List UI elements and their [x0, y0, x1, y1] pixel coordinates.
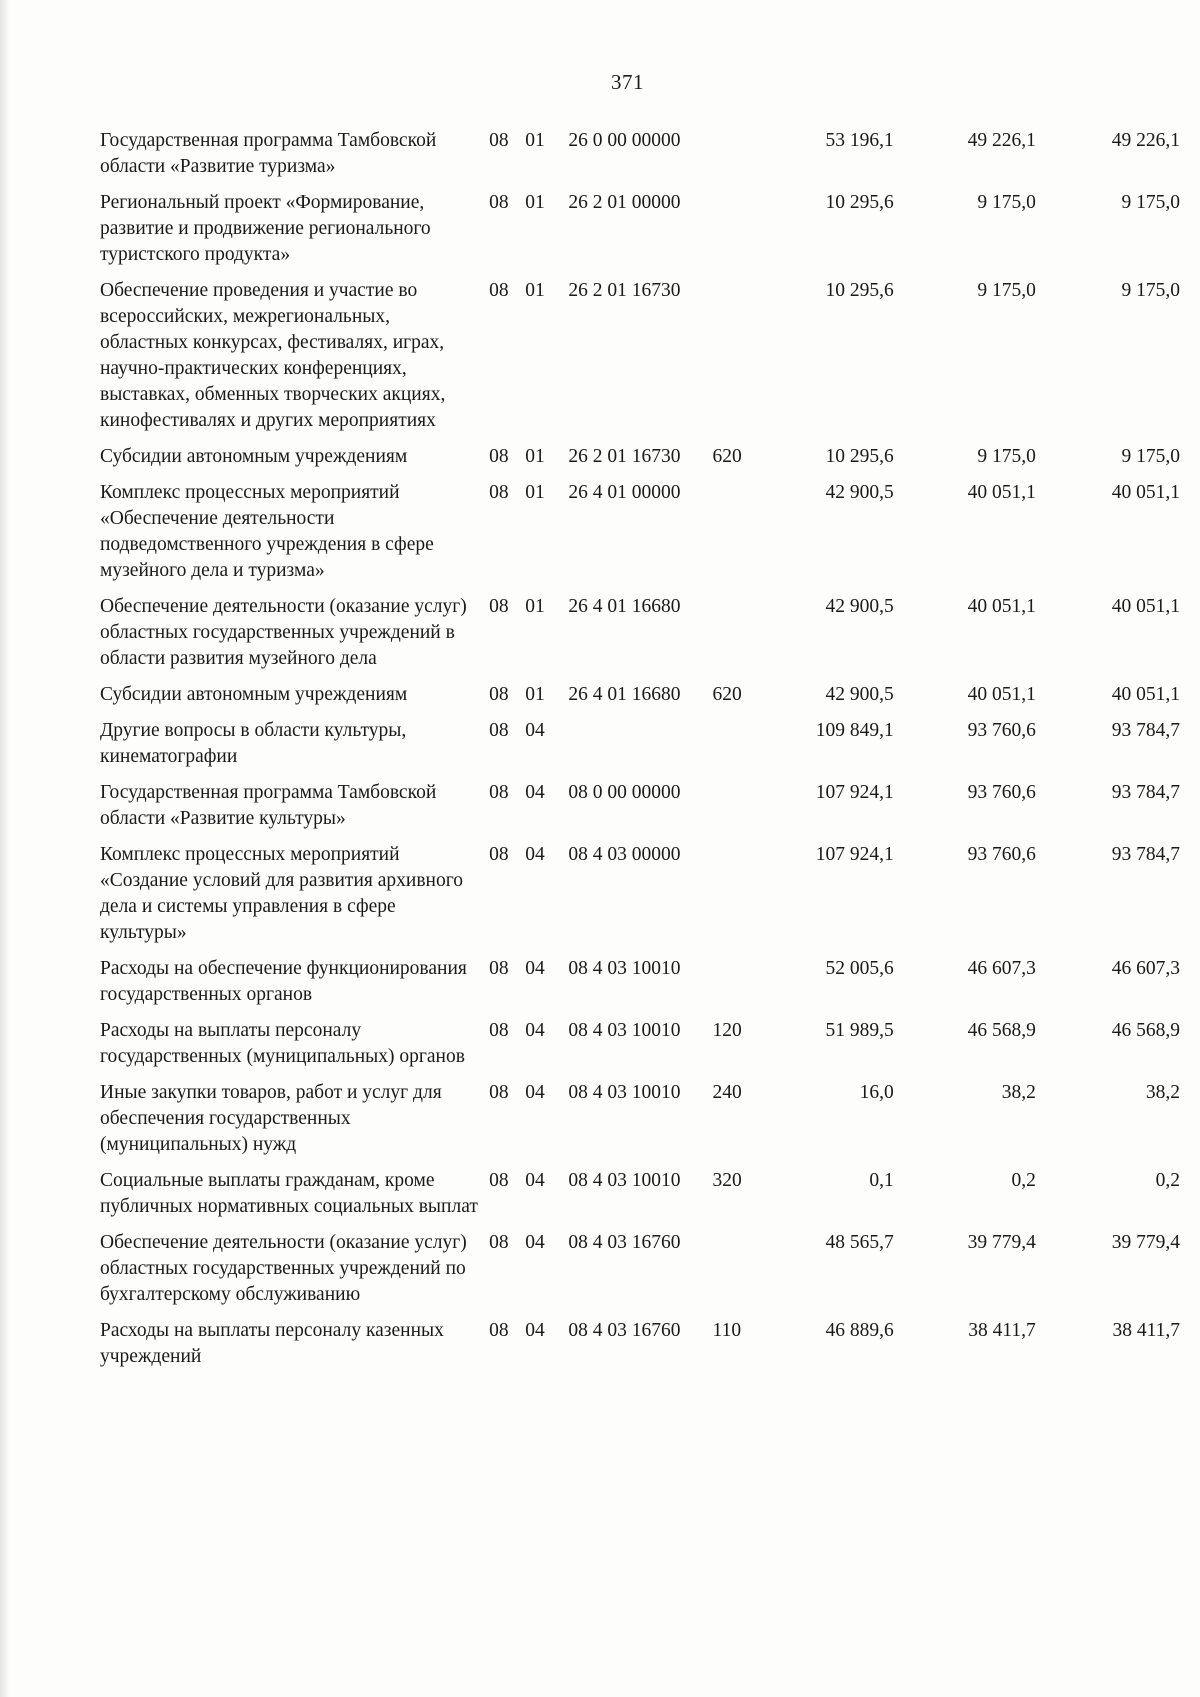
amount-year-1: 10 295,6	[825, 280, 894, 301]
subsection-code: 01	[525, 280, 545, 301]
expense-type-code	[713, 186, 773, 274]
item-name: Комплекс процессных мероприятий «Обеспечение деятельности подведомственного учреждения в сфере музейного дела и туризма»	[100, 482, 434, 581]
amount-year-1: 42 900,5	[825, 684, 894, 705]
amount-year-2: 9 175,0	[977, 280, 1036, 301]
table-row	[100, 186, 1180, 274]
amount-year-3: 39 779,4	[1111, 1232, 1180, 1253]
amount-year-2: 49 226,1	[967, 130, 1036, 151]
section-code: 08	[489, 1320, 509, 1341]
amount-year-1: 109 849,1	[815, 720, 894, 741]
amount-year-3: 9 175,0	[1121, 280, 1180, 301]
amount-year-3: 46 568,9	[1111, 1020, 1180, 1041]
subsection-code: 01	[525, 446, 545, 467]
subsection-code: 04	[525, 844, 545, 865]
item-name: Социальные выплаты гражданам, кроме публичных нормативных социальных выплат	[100, 1170, 478, 1217]
subsection-code: 01	[525, 684, 545, 705]
amount-year-1: 10 295,6	[825, 446, 894, 467]
table-row	[100, 476, 1180, 590]
amount-year-2: 46 568,9	[967, 1020, 1036, 1041]
amount-year-2: 40 051,1	[967, 482, 1036, 503]
amount-year-1: 53 196,1	[825, 130, 894, 151]
scan-edge	[0, 0, 10, 1697]
amount-year-2: 39 779,4	[967, 1232, 1036, 1253]
amount-year-3: 38,2	[1145, 1082, 1180, 1103]
amount-year-2: 0,2	[1011, 1170, 1036, 1191]
amount-year-1: 10 295,6	[825, 192, 894, 213]
target-article-code: 08 4 03 10010	[568, 958, 681, 979]
amount-year-1: 42 900,5	[825, 596, 894, 617]
expense-type-code: 320	[712, 1170, 742, 1191]
expense-type-code	[713, 124, 773, 186]
amount-year-2: 40 051,1	[967, 684, 1036, 705]
subsection-code: 01	[525, 482, 545, 503]
section-code: 08	[489, 1170, 509, 1191]
item-name: Обеспечение деятельности (оказание услуг) областных государственных учреждений в области развития музейного дела	[100, 596, 467, 669]
subsection-code: 04	[525, 720, 545, 741]
amount-year-1: 46 889,6	[825, 1320, 894, 1341]
table-row	[100, 838, 1180, 952]
subsection-code: 01	[525, 130, 545, 151]
table-row	[100, 1164, 1180, 1226]
budget-table-body	[100, 124, 1180, 1376]
target-article-code: 08 4 03 16760	[568, 1232, 681, 1253]
table-row	[100, 952, 1180, 1014]
amount-year-1: 107 924,1	[815, 782, 894, 803]
subsection-code: 04	[525, 1020, 545, 1041]
expense-type-code: 620	[712, 684, 742, 705]
item-name: Обеспечение проведения и участие во всероссийских, межрегиональных, областных конкурсах, фестивалях, играх, научно-практических конференциях, выставках, обменных творческих акциях, кинофестивалях и других мероприятиях	[100, 280, 446, 431]
target-article-code: 26 4 01 00000	[568, 482, 681, 503]
target-article-code: 08 4 03 10010	[568, 1082, 681, 1103]
amount-year-2: 93 760,6	[967, 782, 1036, 803]
target-article-code: 26 2 01 16730	[568, 446, 681, 467]
item-name: Субсидии автономным учреждениям	[100, 684, 408, 705]
subsection-code: 04	[525, 782, 545, 803]
table-row	[100, 1076, 1180, 1164]
item-name: Обеспечение деятельности (оказание услуг) областных государственных учреждений по бухгалтерскому обслуживанию	[100, 1232, 467, 1305]
amount-year-2: 46 607,3	[967, 958, 1036, 979]
amount-year-3: 40 051,1	[1111, 596, 1180, 617]
expense-type-code	[713, 714, 773, 776]
amount-year-3: 40 051,1	[1111, 684, 1180, 705]
item-name: Расходы на выплаты персоналу государственных (муниципальных) органов	[100, 1020, 465, 1067]
section-code: 08	[489, 280, 509, 301]
target-article-code: 26 2 01 00000	[568, 192, 681, 213]
table-row	[100, 124, 1180, 186]
subsection-code: 01	[525, 596, 545, 617]
amount-year-3: 38 411,7	[1112, 1320, 1180, 1341]
amount-year-2: 38,2	[1001, 1082, 1036, 1103]
table-row	[100, 776, 1180, 838]
amount-year-2: 40 051,1	[967, 596, 1036, 617]
section-code: 08	[489, 844, 509, 865]
subsection-code: 04	[525, 1082, 545, 1103]
amount-year-3: 49 226,1	[1111, 130, 1180, 151]
section-code: 08	[489, 446, 509, 467]
subsection-code: 04	[525, 1320, 545, 1341]
subsection-code: 04	[525, 1232, 545, 1253]
item-name: Региональный проект «Формирование, развитие и продвижение регионального туристского продукта»	[100, 192, 431, 265]
expense-type-code	[713, 590, 773, 678]
table-row	[100, 1314, 1180, 1376]
target-article-code: 08 0 00 00000	[568, 782, 681, 803]
amount-year-1: 42 900,5	[825, 482, 894, 503]
target-article-code: 08 4 03 10010	[568, 1170, 681, 1191]
amount-year-2: 9 175,0	[977, 446, 1036, 467]
expense-type-code	[713, 952, 773, 1014]
amount-year-2: 93 760,6	[967, 720, 1036, 741]
expense-type-code	[713, 776, 773, 838]
item-name: Субсидии автономным учреждениям	[100, 446, 408, 467]
amount-year-3: 0,2	[1155, 1170, 1180, 1191]
section-code: 08	[489, 482, 509, 503]
item-name: Другие вопросы в области культуры, кинематографии	[100, 720, 407, 767]
expense-type-code: 620	[712, 446, 742, 467]
section-code: 08	[489, 130, 509, 151]
item-name: Расходы на обеспечение функционирования государственных органов	[100, 958, 467, 1005]
table-row	[100, 274, 1180, 440]
target-article-code: 08 4 03 16760	[568, 1320, 681, 1341]
target-article-code: 26 0 00 00000	[568, 130, 681, 151]
target-article-code: 08 4 03 00000	[568, 844, 681, 865]
section-code: 08	[489, 684, 509, 705]
target-article-code: 26 4 01 16680	[568, 684, 681, 705]
section-code: 08	[489, 1020, 509, 1041]
expense-type-code: 240	[712, 1082, 742, 1103]
subsection-code: 04	[525, 958, 545, 979]
section-code: 08	[489, 1082, 509, 1103]
item-name: Комплекс процессных мероприятий «Создание условий для развития архивного дела и системы управления в сфере культуры»	[100, 844, 463, 943]
amount-year-2: 9 175,0	[977, 192, 1036, 213]
amount-year-3: 93 784,7	[1111, 844, 1180, 865]
section-code: 08	[489, 1232, 509, 1253]
subsection-code: 04	[525, 1170, 545, 1191]
table-row	[100, 590, 1180, 678]
table-row	[100, 440, 1180, 476]
amount-year-3: 93 784,7	[1111, 782, 1180, 803]
section-code: 08	[489, 782, 509, 803]
amount-year-3: 93 784,7	[1111, 720, 1180, 741]
table-row	[100, 1226, 1180, 1314]
amount-year-1: 52 005,6	[825, 958, 894, 979]
section-code: 08	[489, 596, 509, 617]
amount-year-3: 46 607,3	[1111, 958, 1180, 979]
expense-type-code: 120	[712, 1020, 742, 1041]
item-name: Расходы на выплаты персоналу казенных учреждений	[100, 1320, 444, 1367]
amount-year-3: 9 175,0	[1121, 446, 1180, 467]
section-code: 08	[489, 720, 509, 741]
table-row	[100, 714, 1180, 776]
target-article-code: 26 2 01 16730	[568, 280, 681, 301]
expense-type-code	[713, 274, 773, 440]
amount-year-3: 40 051,1	[1111, 482, 1180, 503]
subsection-code: 01	[525, 192, 545, 213]
target-article-code: 26 4 01 16680	[568, 596, 681, 617]
section-code: 08	[489, 958, 509, 979]
item-name: Государственная программа Тамбовской области «Развитие туризма»	[100, 130, 437, 177]
amount-year-1: 16,0	[859, 1082, 894, 1103]
amount-year-1: 51 989,5	[825, 1020, 894, 1041]
expense-type-code	[713, 1226, 773, 1314]
item-name: Иные закупки товаров, работ и услуг для обеспечения государственных (муниципальных) нужд	[100, 1082, 442, 1155]
amount-year-2: 38 411,7	[968, 1320, 1036, 1341]
table-row	[100, 1014, 1180, 1076]
table-row	[100, 678, 1180, 714]
target-article-code	[568, 714, 712, 776]
expense-type-code: 110	[712, 1320, 742, 1341]
target-article-code: 08 4 03 10010	[568, 1020, 681, 1041]
page-number: 371	[611, 70, 644, 94]
amount-year-3: 9 175,0	[1121, 192, 1180, 213]
expense-type-code	[713, 476, 773, 590]
item-name: Государственная программа Тамбовской области «Развитие культуры»	[100, 782, 437, 829]
amount-year-1: 0,1	[869, 1170, 894, 1191]
amount-year-1: 48 565,7	[825, 1232, 894, 1253]
budget-table	[100, 124, 1180, 1376]
amount-year-2: 93 760,6	[967, 844, 1036, 865]
expense-type-code	[713, 838, 773, 952]
amount-year-1: 107 924,1	[815, 844, 894, 865]
section-code: 08	[489, 192, 509, 213]
